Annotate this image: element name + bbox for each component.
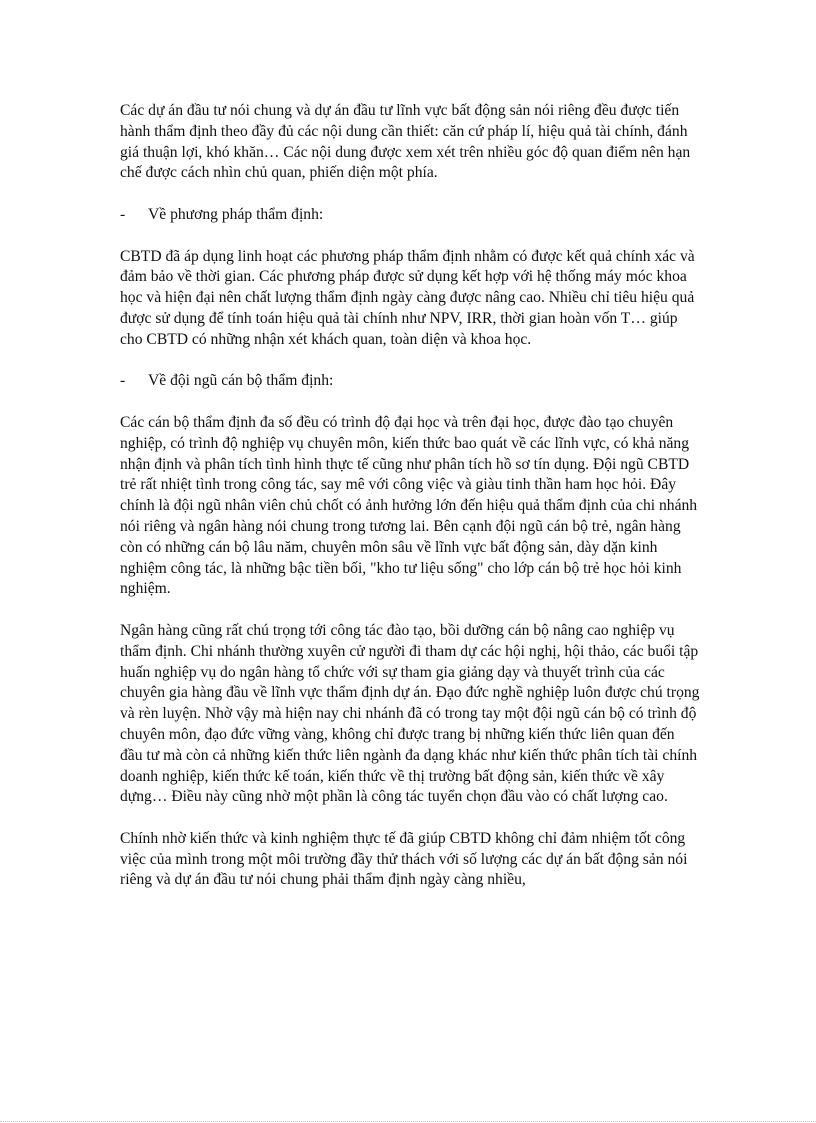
bullet-text: Về đội ngũ cán bộ thẩm định: bbox=[148, 372, 334, 390]
paragraph-staff: Các cán bộ thẩm định đa số đều có trình độ đại học và trên đại học, được đào tạo chuyên nghiệp, có trình độ nghiệp vụ chuyên môn, kiến thức bao quát về các lĩnh vực, có khả năng nhận định và phân tích tình hình thực tế cũng như phân tích hồ sơ tín dụng. Đội ngũ CBTD trẻ rất nhiệt tình trong công tác, say mê với công việc và giàu tinh thần ham học hỏi. Đây chính là đội ngũ nhân viên chủ chốt có ảnh hưởng lớn đến hiệu quả thẩm định của chi nhánh nói riêng và ngân hàng nói chung trong tương lai. Bên cạnh đội ngũ cán bộ trẻ, ngân hàng còn có những cán bộ lâu năm, chuyên môn sâu về lĩnh vực bất động sản, dày dặn kinh nghiệm công tác, là những bậc tiền bối, "kho tư liệu sống" cho lớp cán bộ trẻ học hỏi kinh nghiệm. bbox=[120, 413, 698, 598]
paragraph-conclusion: Chính nhờ kiến thức và kinh nghiệm thực tế đã giúp CBTD không chỉ đảm nhiệm tốt công việc của mình trong một môi trường đầy thử thách với số lượng các dự án bất động sản nói riêng và dự án đầu tư nói chung phải thẩm định ngày càng nhiều, bbox=[120, 829, 688, 889]
bullet-staff-heading bbox=[120, 371, 700, 392]
bullet-dash: - bbox=[120, 205, 126, 223]
paragraph-training: Ngân hàng cũng rất chú trọng tới công tác đào tạo, bồi dưỡng cán bộ nâng cao nghiệp vụ thẩm định. Chi nhánh thường xuyên cử người đi tham dự các hội nghị, hội thảo, các buổi tập huấn nghiệp vụ do ngân hàng tổ chức với sự tham gia giảng dạy và thuyết trình của các chuyên gia hàng đầu về lĩnh vực thẩm định dự án. Đạo đức nghề nghiệp luôn được chú trọng và rèn luyện. Nhờ vậy mà hiện nay chi nhánh đã có trong tay một đội ngũ cán bộ có trình độ chuyên môn, đạo đức vững vàng, không chỉ được trang bị những kiến thức liên quan đến đầu tư mà còn cả những kiến thức liên ngành đa dạng khác như kiến thức phân tích tài chính doanh nghiệp, kiến thức kế toán, kiến thức về thị trường bất động sản, kiến thức về xây dựng… Điều này cũng nhờ một phần là công tác tuyển chọn đầu vào có chất lượng cao. bbox=[120, 621, 700, 806]
bullet-method-heading bbox=[120, 205, 700, 226]
bullet-dash: - bbox=[120, 372, 126, 390]
bullet-text: Về phương pháp thẩm định: bbox=[148, 205, 324, 223]
paragraph-method: CBTD đã áp dụng linh hoạt các phương pháp thẩm định nhằm có được kết quả chính xác và đảm bảo về thời gian. Các phương pháp được sử dụng kết hợp với hệ thống máy móc khoa học và hiện đại nên chất lượng thẩm định ngày càng được nâng cao. Nhiều chỉ tiêu hiệu quả được sử dụng để tính toán hiệu quả tài chính như NPV, IRR, thời gian hoàn vốn T… giúp cho CBTD có những nhận xét khách quan, toàn diện và khoa học. bbox=[120, 247, 695, 348]
paragraph-intro: Các dự án đầu tư nói chung và dự án đầu tư lĩnh vực bất động sản nói riêng đều được tiến hành thẩm định theo đầy đủ các nội dung cần thiết: căn cứ pháp lí, hiệu quả tài chính, đánh giá thuận lợi, khó khăn… Các nội dung được xem xét trên nhiều góc độ quan điểm nên hạn chế được cách nhìn chủ quan, phiến diện một phía. bbox=[120, 102, 691, 182]
page-bottom-divider bbox=[0, 1121, 816, 1122]
document-body bbox=[120, 101, 700, 912]
